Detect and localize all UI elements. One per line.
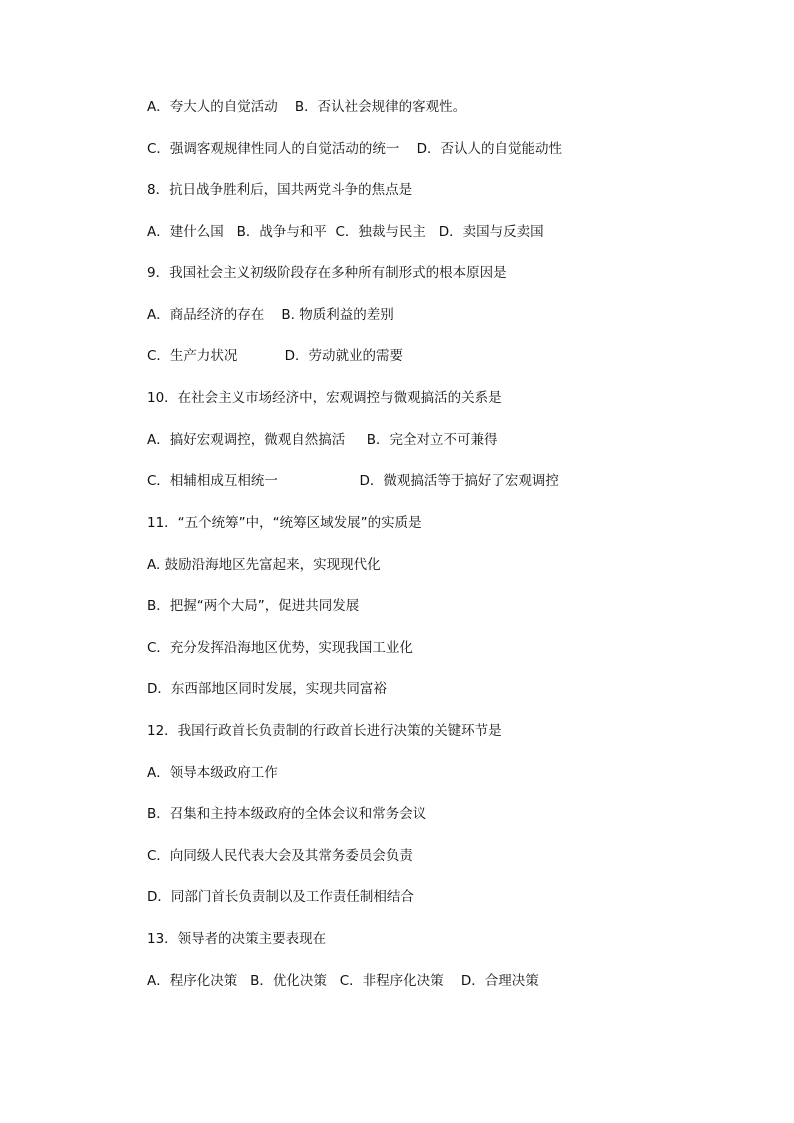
option-q12-b: B．召集和主持本级政府的全体会议和常务会议	[147, 806, 427, 822]
option-q11-c: C．充分发挥沿海地区优势，实现我国工业化	[147, 640, 413, 656]
option-q12-a: A．领导本级政府工作	[147, 765, 278, 781]
option-line-q9-ab: A．商品经济的存在 B. 物质利益的差别	[147, 307, 394, 323]
option-line-q7-cd: C．强调客观规律性同人的自觉活动的统一 D．否认人的自觉能动性	[147, 141, 562, 157]
options-q8: A．建什么国 B．战争与和平 C．独裁与民主 D．卖国与反卖国	[147, 224, 544, 240]
question-9: 9．我国社会主义初级阶段存在多种所有制形式的根本原因是	[147, 265, 507, 281]
option-line-q9-cd: C．生产力状况 D．劳动就业的需要	[147, 348, 404, 364]
question-11: 11．“五个统筹”中，“统筹区域发展”的实质是	[147, 515, 422, 531]
options-q13: A．程序化决策 B．优化决策 C．非程序化决策 D．合理决策	[147, 973, 539, 989]
option-line-q10-ab: A．搞好宏观调控，微观自然搞活 B．完全对立不可兼得	[147, 432, 498, 448]
option-q11-d: D．东西部地区同时发展，实现共同富裕	[147, 681, 387, 697]
option-q11-a: A. 鼓励沿海地区先富起来，实现现代化	[147, 557, 381, 573]
question-8: 8．抗日战争胜利后，国共两党斗争的焦点是	[147, 182, 413, 198]
question-12: 12．我国行政首长负责制的行政首长进行决策的关键环节是	[147, 723, 502, 739]
option-q12-c: C．向同级人民代表大会及其常务委员会负责	[147, 848, 413, 864]
option-q11-b: B．把握“两个大局”，促进共同发展	[147, 598, 360, 614]
question-13: 13．领导者的决策主要表现在	[147, 931, 327, 947]
option-line-q7-ab: A．夸大人的自觉活动 B．否认社会规律的客观性。	[147, 99, 467, 115]
question-10: 10．在社会主义市场经济中，宏观调控与微观搞活的关系是	[147, 390, 502, 406]
option-line-q10-cd: C．相辅相成互相统一 D．微观搞活等于搞好了宏观调控	[147, 473, 559, 489]
option-q12-d: D．同部门首长负责制以及工作责任制相结合	[147, 889, 414, 905]
